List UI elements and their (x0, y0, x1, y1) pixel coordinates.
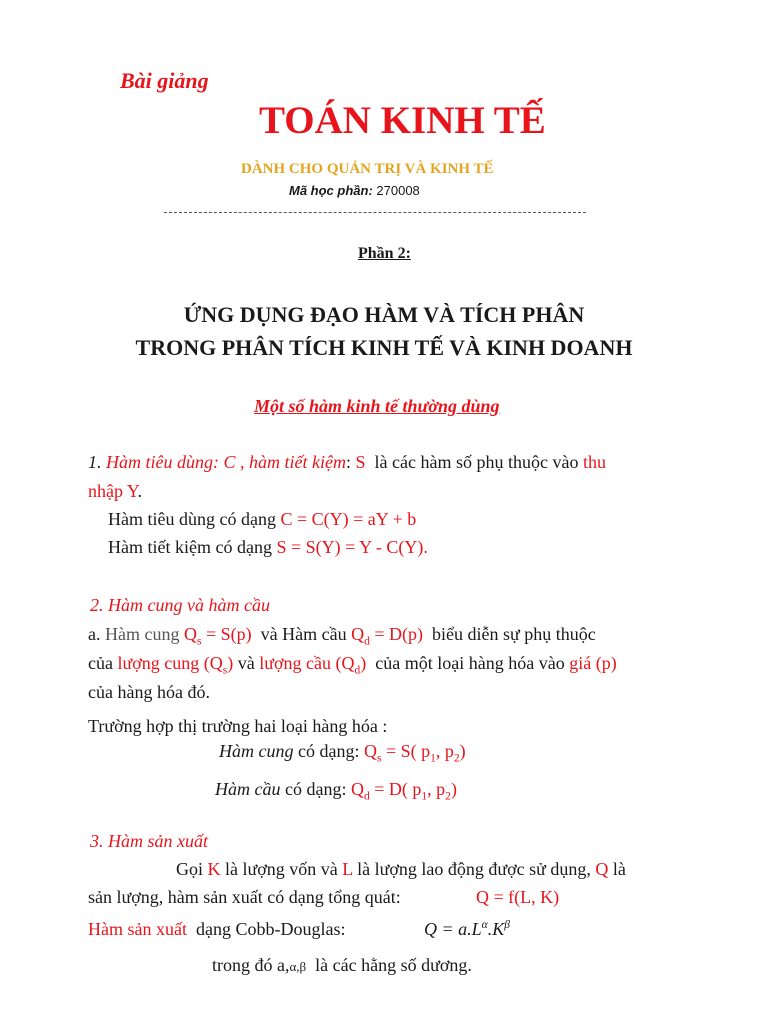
section-title: Một số hàm kinh tế thường dùng (254, 396, 500, 416)
cd-Q: Q (424, 919, 437, 939)
s2-demand-form-label: Hàm cầu (215, 779, 281, 799)
cd-K: .K (487, 919, 505, 939)
s3-line1 (176, 859, 626, 880)
s3-prod-fn: Hàm sản xuất (88, 919, 187, 939)
s2-demand-p2-sub: 2 (445, 790, 451, 803)
s2-and-demand: và Hàm cầu (260, 624, 347, 644)
s1-income1: thu (582, 452, 606, 472)
s2-demand-close: ) (450, 779, 457, 799)
s2-sub-d: d (364, 635, 370, 648)
s2-supply-fn: Hàm cung (105, 624, 180, 644)
s3-K: K (207, 859, 221, 879)
s2-and: và (237, 653, 255, 673)
s1-sep: , (240, 452, 245, 472)
course-code-value: 270008 (376, 183, 420, 198)
course-code (289, 183, 420, 198)
s1-line1 (88, 452, 606, 473)
s3-where: trong đó a, (212, 955, 290, 975)
s3-title: 3. Hàm sản xuất (90, 831, 208, 851)
course-code-label: Mã học phần: (289, 183, 373, 198)
s1-line2 (88, 481, 142, 502)
s1-Y: Y (126, 481, 138, 501)
s1-consumption-form (108, 509, 416, 530)
s2-qty-demand-sub: d (354, 664, 361, 677)
s2-qty-demand-close: ) (360, 653, 367, 673)
cobb-douglas-formula (424, 919, 510, 940)
s2-qty-demand: lượng cầu (Q (259, 653, 355, 673)
cd-alpha: α (481, 919, 488, 931)
s3-L: L (342, 859, 353, 879)
s3-cobb-line (88, 919, 345, 940)
s2-eq-dp: = D(p) (374, 624, 423, 644)
s1-S: S (355, 452, 366, 472)
part-label: Phần 2: (358, 245, 411, 262)
s2-demand-p-comma: , p (427, 779, 446, 799)
s1-colon: : (345, 452, 351, 472)
s3-cobb: dạng Cobb-Douglas: (195, 919, 346, 939)
s3-is: là (612, 859, 626, 879)
s2-two-goods: Trường hợp thị trường hai loại hàng hóa : (88, 716, 388, 736)
s2-represents: biểu diễn sự phụ thuộc (432, 624, 596, 644)
s2-q-supply: Q (183, 624, 197, 644)
s1-save-form: S = S(Y) = Y - C(Y). (276, 537, 428, 557)
s1-consumption: Hàm tiêu dùng: C (106, 452, 236, 472)
s2-line2 (88, 653, 617, 677)
s2-of-that-good: của hàng hóa đó. (88, 682, 210, 702)
subtitle: DÀNH CHO QUẢN TRỊ VÀ KINH TẾ (241, 161, 494, 177)
s3-output: sản lượng, hàm sản xuất có dạng tổng quát: (88, 887, 401, 907)
s2-qty-supply: lượng cung (Q (117, 653, 223, 673)
s1-dot: . (137, 481, 143, 501)
s3-Q: Q (595, 859, 609, 879)
s1-income2: nhập (88, 481, 123, 501)
s2-supply-q-sub: s (376, 752, 382, 765)
s2-demand-eq-mid: = D( p (374, 779, 422, 799)
s2-of: của (88, 653, 113, 673)
part-heading-line1: ỨNG DỤNG ĐẠO HÀM VÀ TÍCH PHÂN (183, 302, 585, 327)
s2-supply-p-comma: , p (435, 741, 454, 761)
s2-price: giá (p) (569, 653, 617, 673)
s2-title: 2. Hàm cung và hàm cầu (90, 595, 270, 615)
s1-saving: hàm tiết kiệm (249, 452, 346, 472)
s2-demand-q: Q (350, 779, 364, 799)
s2-supply-form-label: Hàm cung (219, 741, 294, 761)
s2-supply-eq-mid: = S( p (385, 741, 431, 761)
s3-call: Gọi (176, 859, 203, 879)
divider (164, 212, 586, 213)
s1-text1: là các hàm số phụ thuộc vào (374, 452, 579, 472)
page-title: TOÁN KINH TẾ (259, 99, 546, 142)
part-heading-line2: TRONG PHÂN TÍCH KINH TẾ VÀ KINH DOANH (135, 335, 633, 360)
s3-ab: α,β (289, 959, 307, 974)
s2-demand-p1-sub: 1 (421, 790, 428, 803)
s1-save-form-label: Hàm tiết kiệm có dạng (108, 537, 272, 557)
s2-supply-p2-sub: 2 (453, 752, 460, 765)
s2-has-form-1: có dạng: (298, 741, 360, 761)
s2-a: a. (88, 624, 101, 644)
s3-labor: là lượng lao động được sử dụng, (357, 859, 591, 879)
s3-general-form: Q = f(L, K) (476, 887, 560, 907)
s2-qty-supply-sub: s (222, 664, 228, 677)
s2-supply-p1-sub: 1 (430, 752, 436, 765)
s2-demand-q-sub: d (363, 790, 370, 803)
s3-positive: là các hằng số dương. (315, 955, 472, 975)
s3-where-line (212, 955, 472, 976)
s1-saving-form (108, 537, 428, 558)
s2-supply-form (219, 741, 466, 765)
s2-qty-supply-close: ) (227, 653, 234, 673)
lecture-label: Bài giảng (120, 68, 209, 93)
cd-eq: = a.L (441, 919, 482, 939)
s2-line1 (88, 624, 596, 648)
s2-demand-form (215, 779, 457, 803)
s2-has-form-2: có dạng: (285, 779, 347, 799)
s1-number: 1. (88, 452, 102, 472)
s3-capital: là lượng vốn và (225, 859, 338, 879)
s2-eq-sp: = S(p) (205, 624, 252, 644)
cd-beta: β (504, 919, 510, 931)
s2-sub-s: s (196, 635, 202, 648)
s2-supply-q: Q (363, 741, 377, 761)
s1-cons-form: C = C(Y) = aY + b (280, 509, 417, 529)
s1-cons-form-label: Hàm tiêu dùng có dạng (108, 509, 276, 529)
s2-q-demand: Q (351, 624, 365, 644)
s2-supply-close: ) (459, 741, 466, 761)
s2-of-goods: của một loại hàng hóa vào (375, 653, 565, 673)
